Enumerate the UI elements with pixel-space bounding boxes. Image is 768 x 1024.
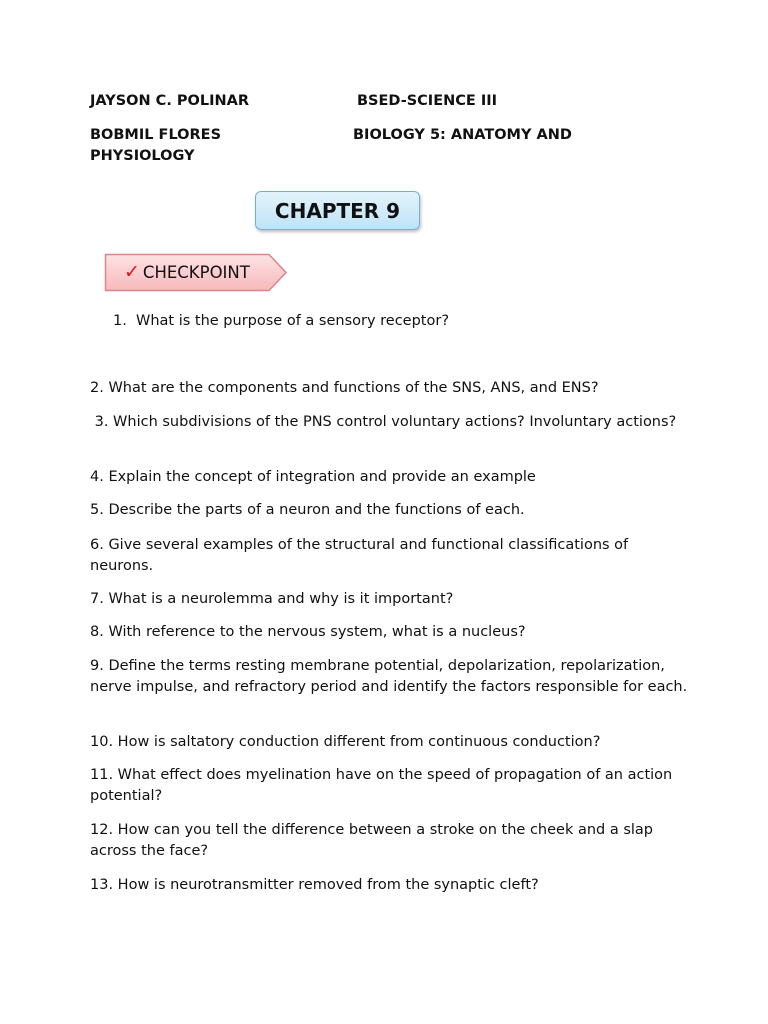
question-7: 7. What is a neurolemma and why is it important? [90,591,454,607]
question-2: 2. What are the components and functions of the SNS, ANS, and ENS? [90,380,599,396]
student-name-2: BOBMIL FLORES [90,127,222,143]
question-1-text: What is the purpose of a sensory receptor? [136,313,450,329]
checkpoint-banner [104,253,288,292]
program-label: BSED-SCIENCE III [357,93,498,109]
chapter-title: CHAPTER 9 [274,198,401,223]
chapter-title-box [255,191,420,230]
question-1 [113,311,713,332]
question-12: 12. How can you tell the difference between a stroke on the cheek and a slap across the face? [90,822,654,859]
question-3: 3. Which subdivisions of the PNS control voluntary actions? Involuntary actions? [90,414,677,430]
question-8: 8. With reference to the nervous system, what is a nucleus? [90,624,526,640]
checkpoint-label: CHECKPOINT [142,262,250,282]
question-13: 13. How is neurotransmitter removed from the synaptic cleft? [90,877,539,893]
question-9: 9. Define the terms resting membrane potential, depolarization, repolarization, nerve impulse, and refractory period and identify the factors responsible for each. [90,658,688,695]
student-name-1: JAYSON C. POLINAR [90,93,249,109]
question-5: 5. Describe the parts of a neuron and the functions of each. [90,502,525,518]
question-11: 11. What effect does myelination have on the speed of propagation of an action potential? [90,767,673,804]
question-4: 4. Explain the concept of integration and provide an example [90,469,536,485]
course-title-line-2: PHYSIOLOGY [90,148,195,164]
question-1-number: 1. [113,313,127,329]
course-title-line-1: BIOLOGY 5: ANATOMY AND [353,127,572,143]
checkmark-icon: ✓ [124,261,140,283]
question-10: 10. How is saltatory conduction different from continuous conduction? [90,734,601,750]
question-6: 6. Give several examples of the structural and functional classifications of neurons. [90,537,629,574]
